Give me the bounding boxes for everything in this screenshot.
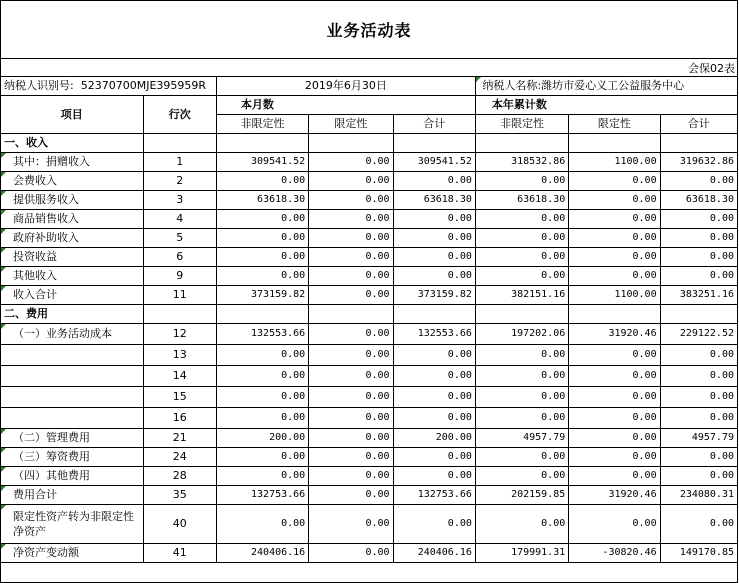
header-item: 项目 — [1, 96, 144, 134]
header-year-restricted: 限定性 — [569, 115, 660, 134]
row-value: 0.00 — [660, 345, 737, 366]
row-value: 0.00 — [660, 210, 737, 229]
table-row — [1, 448, 738, 467]
row-value: 132753.66 — [393, 486, 475, 505]
row-value: 0.00 — [309, 248, 393, 267]
row-value: 0.00 — [393, 387, 475, 408]
row-value: 0.00 — [660, 448, 737, 467]
row-value — [569, 134, 660, 153]
row-value: 0.00 — [216, 505, 308, 544]
row-value: 0.00 — [660, 366, 737, 387]
row-value: 240406.16 — [216, 544, 308, 563]
row-line-no: 28 — [143, 467, 216, 486]
row-value: 383251.16 — [660, 286, 737, 305]
row-value: 0.00 — [569, 267, 660, 286]
table-row — [1, 505, 738, 544]
row-line-no: 16 — [143, 408, 216, 429]
row-item: （四）其他费用 — [1, 467, 144, 486]
table-row — [1, 191, 738, 210]
row-value: 0.00 — [393, 505, 475, 544]
row-value: 0.00 — [660, 229, 737, 248]
header-year-total: 合计 — [660, 115, 737, 134]
row-line-no: 5 — [143, 229, 216, 248]
activity-table — [0, 76, 738, 563]
row-value: 309541.52 — [216, 153, 308, 172]
row-value: 0.00 — [569, 467, 660, 486]
row-value: 0.00 — [309, 267, 393, 286]
row-value: 0.00 — [475, 448, 568, 467]
taxpayer-name-value: 潍坊市爱心义工公益服务中心 — [541, 79, 685, 92]
row-value: 0.00 — [475, 210, 568, 229]
row-value: 179991.31 — [475, 544, 568, 563]
row-value: 373159.82 — [216, 286, 308, 305]
row-item: 其他收入 — [1, 267, 144, 286]
row-value: 0.00 — [475, 408, 568, 429]
taxpayer-id-value: 52370700MJE395959R — [80, 79, 207, 92]
row-value: 63618.30 — [216, 191, 308, 210]
row-value: 234080.31 — [660, 486, 737, 505]
row-value: 0.00 — [569, 408, 660, 429]
row-value: 0.00 — [569, 345, 660, 366]
row-value: 318532.86 — [475, 153, 568, 172]
row-item: 一、收入 — [1, 134, 144, 153]
row-value: 0.00 — [309, 429, 393, 448]
taxpayer-name-label: 纳税人名称: — [482, 79, 542, 92]
row-value: 0.00 — [569, 172, 660, 191]
row-value: 0.00 — [569, 448, 660, 467]
row-value: 229122.52 — [660, 324, 737, 345]
row-value — [309, 305, 393, 324]
row-value — [475, 305, 568, 324]
taxpayer-row — [1, 77, 738, 96]
taxpayer-name-cell — [475, 77, 737, 96]
row-value — [475, 134, 568, 153]
row-value: 149170.85 — [660, 544, 737, 563]
row-value: 0.00 — [475, 387, 568, 408]
header-year-unrestricted: 非限定性 — [475, 115, 568, 134]
row-value: 0.00 — [309, 191, 393, 210]
table-row — [1, 544, 738, 563]
table-row — [1, 210, 738, 229]
row-value: 0.00 — [309, 324, 393, 345]
row-value: 0.00 — [216, 366, 308, 387]
row-value: 0.00 — [393, 172, 475, 191]
row-value: 132553.66 — [393, 324, 475, 345]
table-row — [1, 324, 738, 345]
row-value: 0.00 — [309, 408, 393, 429]
row-value: 0.00 — [309, 544, 393, 563]
table-row — [1, 286, 738, 305]
table-row — [1, 248, 738, 267]
row-value: 0.00 — [660, 267, 737, 286]
row-item: 会费收入 — [1, 172, 144, 191]
row-value: 200.00 — [216, 429, 308, 448]
row-line-no: 9 — [143, 267, 216, 286]
row-line-no: 14 — [143, 366, 216, 387]
table-row — [1, 305, 738, 324]
row-line-no: 4 — [143, 210, 216, 229]
row-value: 0.00 — [393, 448, 475, 467]
row-value: 0.00 — [660, 387, 737, 408]
row-value: 0.00 — [393, 467, 475, 486]
row-value: 63618.30 — [393, 191, 475, 210]
row-line-no: 2 — [143, 172, 216, 191]
row-item: 收入合计 — [1, 286, 144, 305]
row-value: 0.00 — [216, 267, 308, 286]
report-title: 业务活动表 — [326, 20, 412, 40]
row-value: 0.00 — [660, 172, 737, 191]
row-value: 132553.66 — [216, 324, 308, 345]
row-value — [569, 305, 660, 324]
row-value: 4957.79 — [475, 429, 568, 448]
row-line-no: 12 — [143, 324, 216, 345]
table-row — [1, 408, 738, 429]
row-line-no: 3 — [143, 191, 216, 210]
row-value: 0.00 — [569, 229, 660, 248]
row-value: 0.00 — [660, 408, 737, 429]
row-value: 0.00 — [393, 229, 475, 248]
taxpayer-id-label: 纳税人识别号: — [4, 79, 74, 92]
row-value: 1100.00 — [569, 286, 660, 305]
header-line: 行次 — [143, 96, 216, 134]
table-row — [1, 467, 738, 486]
row-value: 0.00 — [475, 229, 568, 248]
row-item: 净资产变动额 — [1, 544, 144, 563]
row-value — [660, 305, 737, 324]
header-year: 本年累计数 — [475, 96, 568, 115]
row-value: 0.00 — [475, 505, 568, 544]
header-month-total: 合计 — [393, 115, 475, 134]
row-value: 0.00 — [309, 486, 393, 505]
row-line-no: 6 — [143, 248, 216, 267]
row-item — [1, 387, 144, 408]
row-value: 0.00 — [475, 172, 568, 191]
row-line-no — [143, 134, 216, 153]
row-value: -30820.46 — [569, 544, 660, 563]
row-value — [216, 134, 308, 153]
row-value: 382151.16 — [475, 286, 568, 305]
row-value: 0.00 — [569, 505, 660, 544]
row-item — [1, 408, 144, 429]
row-value: 0.00 — [216, 387, 308, 408]
row-item: 商品销售收入 — [1, 210, 144, 229]
row-value: 0.00 — [309, 286, 393, 305]
row-line-no: 11 — [143, 286, 216, 305]
row-value: 0.00 — [660, 467, 737, 486]
row-item — [1, 345, 144, 366]
row-value — [393, 305, 475, 324]
row-line-no: 24 — [143, 448, 216, 467]
row-value: 31920.46 — [569, 324, 660, 345]
row-value: 0.00 — [475, 366, 568, 387]
row-value: 0.00 — [216, 229, 308, 248]
row-value: 0.00 — [309, 387, 393, 408]
row-value: 240406.16 — [393, 544, 475, 563]
row-value: 0.00 — [216, 210, 308, 229]
row-value: 4957.79 — [660, 429, 737, 448]
row-line-no: 21 — [143, 429, 216, 448]
table-row — [1, 486, 738, 505]
row-value: 0.00 — [309, 172, 393, 191]
row-value — [216, 305, 308, 324]
row-value: 132753.66 — [216, 486, 308, 505]
row-item: 政府补助收入 — [1, 229, 144, 248]
row-value: 0.00 — [475, 345, 568, 366]
form-number: 会保02表 — [688, 62, 735, 75]
row-value: 0.00 — [309, 229, 393, 248]
row-value: 0.00 — [475, 248, 568, 267]
row-value: 1100.00 — [569, 153, 660, 172]
row-value — [393, 134, 475, 153]
row-line-no: 13 — [143, 345, 216, 366]
header-row-1 — [1, 96, 738, 115]
row-value: 0.00 — [393, 366, 475, 387]
row-value: 0.00 — [309, 210, 393, 229]
row-value: 0.00 — [309, 505, 393, 544]
row-value: 0.00 — [393, 248, 475, 267]
row-item: （一）业务活动成本 — [1, 324, 144, 345]
row-value: 0.00 — [309, 448, 393, 467]
row-value: 0.00 — [216, 172, 308, 191]
row-value: 63618.30 — [660, 191, 737, 210]
row-item: 限定性资产转为非限定性净资产 — [1, 505, 144, 544]
row-value — [309, 134, 393, 153]
row-line-no: 41 — [143, 544, 216, 563]
row-value: 0.00 — [309, 467, 393, 486]
row-item: 二、费用 — [1, 305, 144, 324]
row-value: 373159.82 — [393, 286, 475, 305]
row-item: 提供服务收入 — [1, 191, 144, 210]
row-value: 0.00 — [393, 345, 475, 366]
row-value: 200.00 — [393, 429, 475, 448]
row-value — [660, 134, 737, 153]
report-date: 2019年6月30日 — [216, 77, 475, 96]
row-value: 0.00 — [475, 467, 568, 486]
row-value: 0.00 — [475, 267, 568, 286]
header-month-unrestricted: 非限定性 — [216, 115, 308, 134]
row-value: 0.00 — [393, 408, 475, 429]
table-row — [1, 153, 738, 172]
header-month-restricted: 限定性 — [309, 115, 393, 134]
row-value: 0.00 — [569, 429, 660, 448]
row-value: 0.00 — [309, 345, 393, 366]
row-value: 0.00 — [216, 345, 308, 366]
row-line-no — [143, 305, 216, 324]
title-divider — [0, 58, 738, 59]
row-value: 0.00 — [216, 467, 308, 486]
row-item: 投资收益 — [1, 248, 144, 267]
row-value: 63618.30 — [475, 191, 568, 210]
table-row — [1, 429, 738, 448]
row-item: 费用合计 — [1, 486, 144, 505]
row-value: 0.00 — [216, 448, 308, 467]
row-value: 202159.85 — [475, 486, 568, 505]
row-item — [1, 366, 144, 387]
row-value: 0.00 — [216, 248, 308, 267]
table-row — [1, 387, 738, 408]
row-value: 0.00 — [569, 366, 660, 387]
table-row — [1, 267, 738, 286]
row-line-no: 40 — [143, 505, 216, 544]
taxpayer-id-cell — [1, 77, 217, 96]
row-value: 31920.46 — [569, 486, 660, 505]
row-value: 0.00 — [309, 366, 393, 387]
row-line-no: 15 — [143, 387, 216, 408]
row-value: 0.00 — [569, 210, 660, 229]
row-value: 0.00 — [660, 505, 737, 544]
header-month: 本月数 — [216, 96, 308, 115]
row-value: 0.00 — [569, 248, 660, 267]
table-row — [1, 134, 738, 153]
row-item: （二）管理费用 — [1, 429, 144, 448]
row-value: 319632.86 — [660, 153, 737, 172]
table-row — [1, 172, 738, 191]
row-line-no: 1 — [143, 153, 216, 172]
row-item: （三）筹资费用 — [1, 448, 144, 467]
row-value: 0.00 — [309, 153, 393, 172]
row-value: 0.00 — [393, 210, 475, 229]
table-row — [1, 345, 738, 366]
row-line-no: 35 — [143, 486, 216, 505]
row-value: 0.00 — [569, 387, 660, 408]
row-value: 0.00 — [660, 248, 737, 267]
row-value: 309541.52 — [393, 153, 475, 172]
row-item: 其中：捐赠收入 — [1, 153, 144, 172]
table-row — [1, 366, 738, 387]
table-row — [1, 229, 738, 248]
row-value: 0.00 — [569, 191, 660, 210]
row-value: 0.00 — [393, 267, 475, 286]
row-value: 0.00 — [216, 408, 308, 429]
row-value: 197202.06 — [475, 324, 568, 345]
